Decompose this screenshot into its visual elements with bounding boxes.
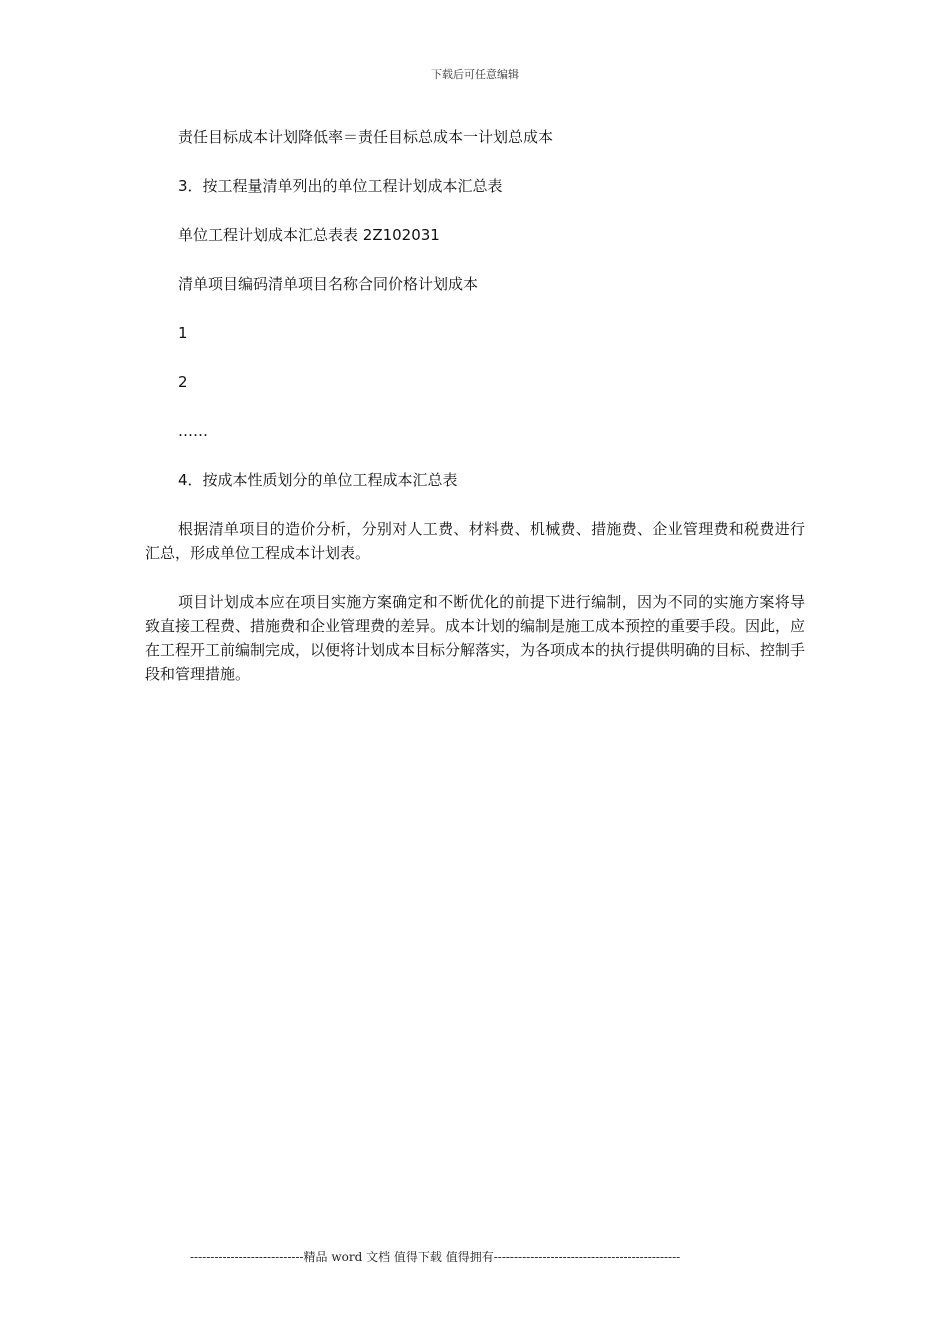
page-footer: ----------------------------精品 word 文档 值得下载 值得拥有---------------------------------------------- xyxy=(190,1250,681,1264)
table-row-ellipsis: …… xyxy=(178,422,208,440)
paragraph-planning: 项目计划成本应在项目实施方案确定和不断优化的前提下进行编制，因为不同的实施方案将导致直接工程费、措施费和企业管理费的差异。成本计划的编制是施工成本预控的重要手段。因此，应在工程开工前编制完成，以便将计划成本目标分解落实，为各项成本的执行提供明确的目标、控制手段和管理措施。 xyxy=(145,593,806,683)
section-heading-3: 3．按工程量清单列出的单位工程计划成本汇总表 xyxy=(178,177,503,195)
page-header: 下载后可任意编辑 xyxy=(431,68,519,81)
table-row-2: 2 xyxy=(178,373,188,391)
table-header-row: 清单项目编码清单项目名称合同价格计划成本 xyxy=(178,275,479,293)
table-title: 单位工程计划成本汇总表表 2Z102031 xyxy=(178,226,440,244)
section-heading-4: 4．按成本性质划分的单位工程成本汇总表 xyxy=(178,471,458,489)
formula-line: 责任目标成本计划降低率＝责任目标总成本一计划总成本 xyxy=(178,128,554,146)
table-row-1: 1 xyxy=(178,324,188,342)
paragraph-summary: 根据清单项目的造价分析，分别对人工费、材料费、机械费、措施费、企业管理费和税费进行汇总，形成单位工程成本计划表。 xyxy=(145,520,805,562)
